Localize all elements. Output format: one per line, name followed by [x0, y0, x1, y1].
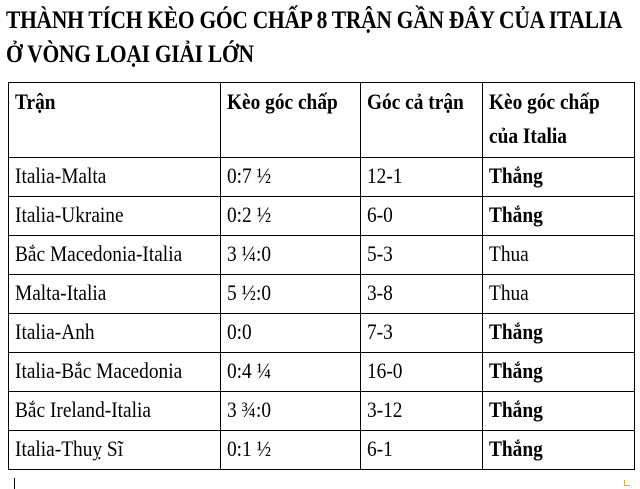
table-header-row	[9, 83, 635, 158]
table-row	[9, 236, 635, 275]
page-edge-mark	[14, 478, 15, 489]
cell-match: Bắc Macedonia-Italia	[9, 236, 221, 275]
column-header-handicap: Kèo góc chấp	[221, 83, 361, 158]
table-row	[9, 353, 635, 392]
cell-handicap: 0:7 ½	[221, 158, 361, 197]
cell-match: Italia-Bắc Macedonia	[9, 353, 221, 392]
table-row	[9, 197, 635, 236]
cell-handicap: 0:1 ½	[221, 431, 361, 470]
table-row	[9, 431, 635, 470]
cell-corners: 5-3	[361, 236, 483, 275]
cell-corners: 6-0	[361, 197, 483, 236]
cell-corners: 16-0	[361, 353, 483, 392]
cell-outcome: Thắng	[483, 392, 635, 431]
cell-corners: 6-1	[361, 431, 483, 470]
cell-outcome: Thua	[483, 275, 635, 314]
cell-match: Italia-Thuỵ Sĩ	[9, 431, 221, 470]
table-row	[9, 275, 635, 314]
cell-outcome: Thắng	[483, 197, 635, 236]
handicap-results-table	[8, 82, 635, 470]
cell-outcome: Thắng	[483, 314, 635, 353]
column-header-outcome: Kèo góc chấp của Italia	[483, 83, 635, 158]
table-row	[9, 392, 635, 431]
cell-handicap: 0:0	[221, 314, 361, 353]
cell-corners: 3-8	[361, 275, 483, 314]
cell-handicap: 5 ½:0	[221, 275, 361, 314]
cell-corners: 7-3	[361, 314, 483, 353]
document-title: THÀNH TÍCH KÈO GÓC CHẤP 8 TRẬN GẦN ĐÂY CỦA ITALIA Ở VÒNG LOẠI GIẢI LỚN	[6, 7, 621, 68]
table-row	[9, 158, 635, 197]
cell-outcome: Thua	[483, 236, 635, 275]
cell-handicap: 0:4 ¼	[221, 353, 361, 392]
cell-match: Italia-Ukraine	[9, 197, 221, 236]
table-body	[9, 158, 635, 470]
cell-corners: 12-1	[361, 158, 483, 197]
cell-outcome: Thắng	[483, 158, 635, 197]
cell-outcome: Thắng	[483, 353, 635, 392]
cell-handicap: 3 ¼:0	[221, 236, 361, 275]
column-header-match: Trận	[9, 83, 221, 158]
cell-corners: 3-12	[361, 392, 483, 431]
column-header-corners: Góc cả trận	[361, 83, 483, 158]
table-row	[9, 314, 635, 353]
cell-handicap: 3 ¾:0	[221, 392, 361, 431]
cell-match: Bắc Ireland-Italia	[9, 392, 221, 431]
cell-match: Italia-Malta	[9, 158, 221, 197]
cell-match: Malta-Italia	[9, 275, 221, 314]
cell-handicap: 0:2 ½	[221, 197, 361, 236]
cell-outcome: Thắng	[483, 431, 635, 470]
cell-match: Italia-Anh	[9, 314, 221, 353]
corner-mark	[624, 480, 630, 486]
